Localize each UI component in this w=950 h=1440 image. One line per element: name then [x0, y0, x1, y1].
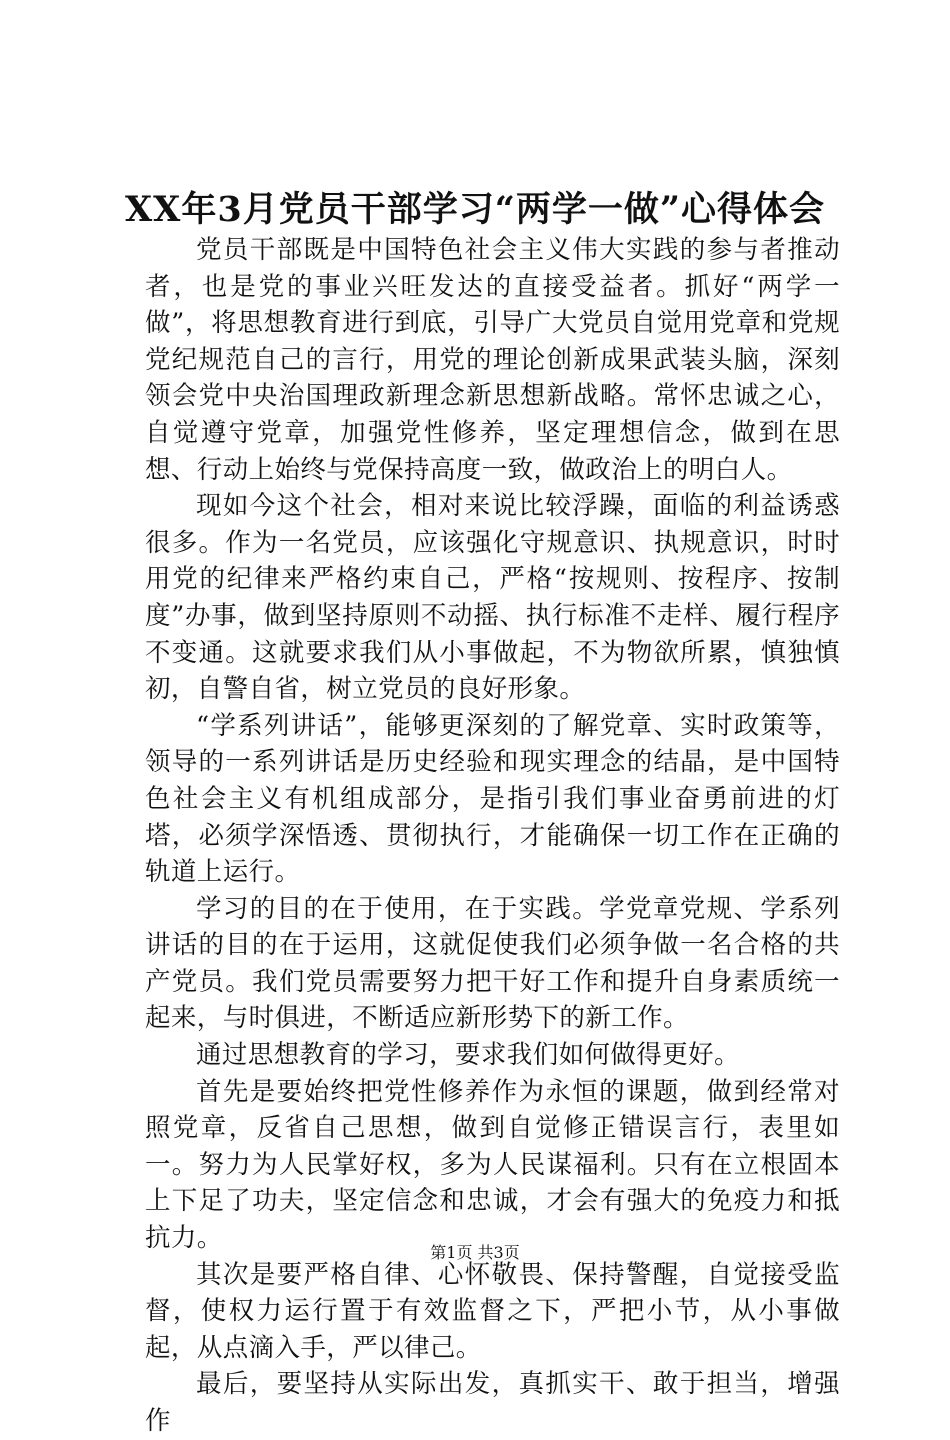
paragraph: 党员干部既是中国特色社会主义伟大实践的参与者推动者，也是党的事业兴旺发达的直接受益者。抓好“两学一做”，将思想教育进行到底，引导广大党员自觉用党章和党规党纪规范自己的言行，用党的理论创新成果武装头脑，深刻领会党中央治国理政新理念新思想新战略。常怀忠诚之心，自觉遵守党章，加强党性修养，坚定理想信念，做到在思想、行动上始终与党保持高度一致，做政治上的明白人。	[145, 235, 840, 485]
paragraph: 最后，要坚持从实际出发，真抓实干、敢于担当，增强作	[145, 1369, 840, 1436]
paragraph: 其次是要严格自律、心怀敬畏、保持警醒，自觉接受监督，使权力运行置于有效监督之下，严把小节，从小事做起，从点滴入手，严以律己。	[145, 1259, 840, 1363]
document-title: XX年3月党员干部学习“两学一做”心得体会	[125, 189, 825, 230]
paragraph: 现如今这个社会，相对来说比较浮躁，面临的利益诱惑很多。作为一名党员，应该强化守规意识、执规意识，时时用党的纪律来严格约束自己，严格“按规则、按程序、按制度”办事，做到坚持原则不动摇、执行标准不走样、履行程序不变通。这就要求我们从小事做起，不为物欲所累，慎独慎初，自警自省，树立党员的良好形象。	[145, 491, 840, 705]
paragraph: 学习的目的在于使用，在于实践。学党章党规、学系列讲话的目的在于运用，这就促使我们必须争做一名合格的共产党员。我们党员需要努力把干好工作和提升自身素质统一起来，与时俱进，不断适应新形势下的新工作。	[145, 893, 840, 1034]
page-footer: 第1页 共3页	[430, 1243, 520, 1262]
paragraph: “学系列讲话”，能够更深刻的了解党章、实时政策等，领导的一系列讲话是历史经验和现实理念的结晶，是中国特色社会主义有机组成部分，是指引我们事业奋勇前进的灯塔，必须学深悟透、贯彻执行，才能确保一切工作在正确的轨道上运行。	[145, 710, 840, 888]
paragraph: 首先是要始终把党性修养作为永恒的课题，做到经常对照党章，反省自己思想，做到自觉修正错误言行，表里如一。努力为人民掌好权，多为人民谋福利。只有在立根固本上下足了功夫，坚定信念和忠诚，才会有强大的免疫力和抵抗力。	[145, 1076, 840, 1254]
paragraph: 通过思想教育的学习，要求我们如何做得更好。	[196, 1040, 740, 1071]
